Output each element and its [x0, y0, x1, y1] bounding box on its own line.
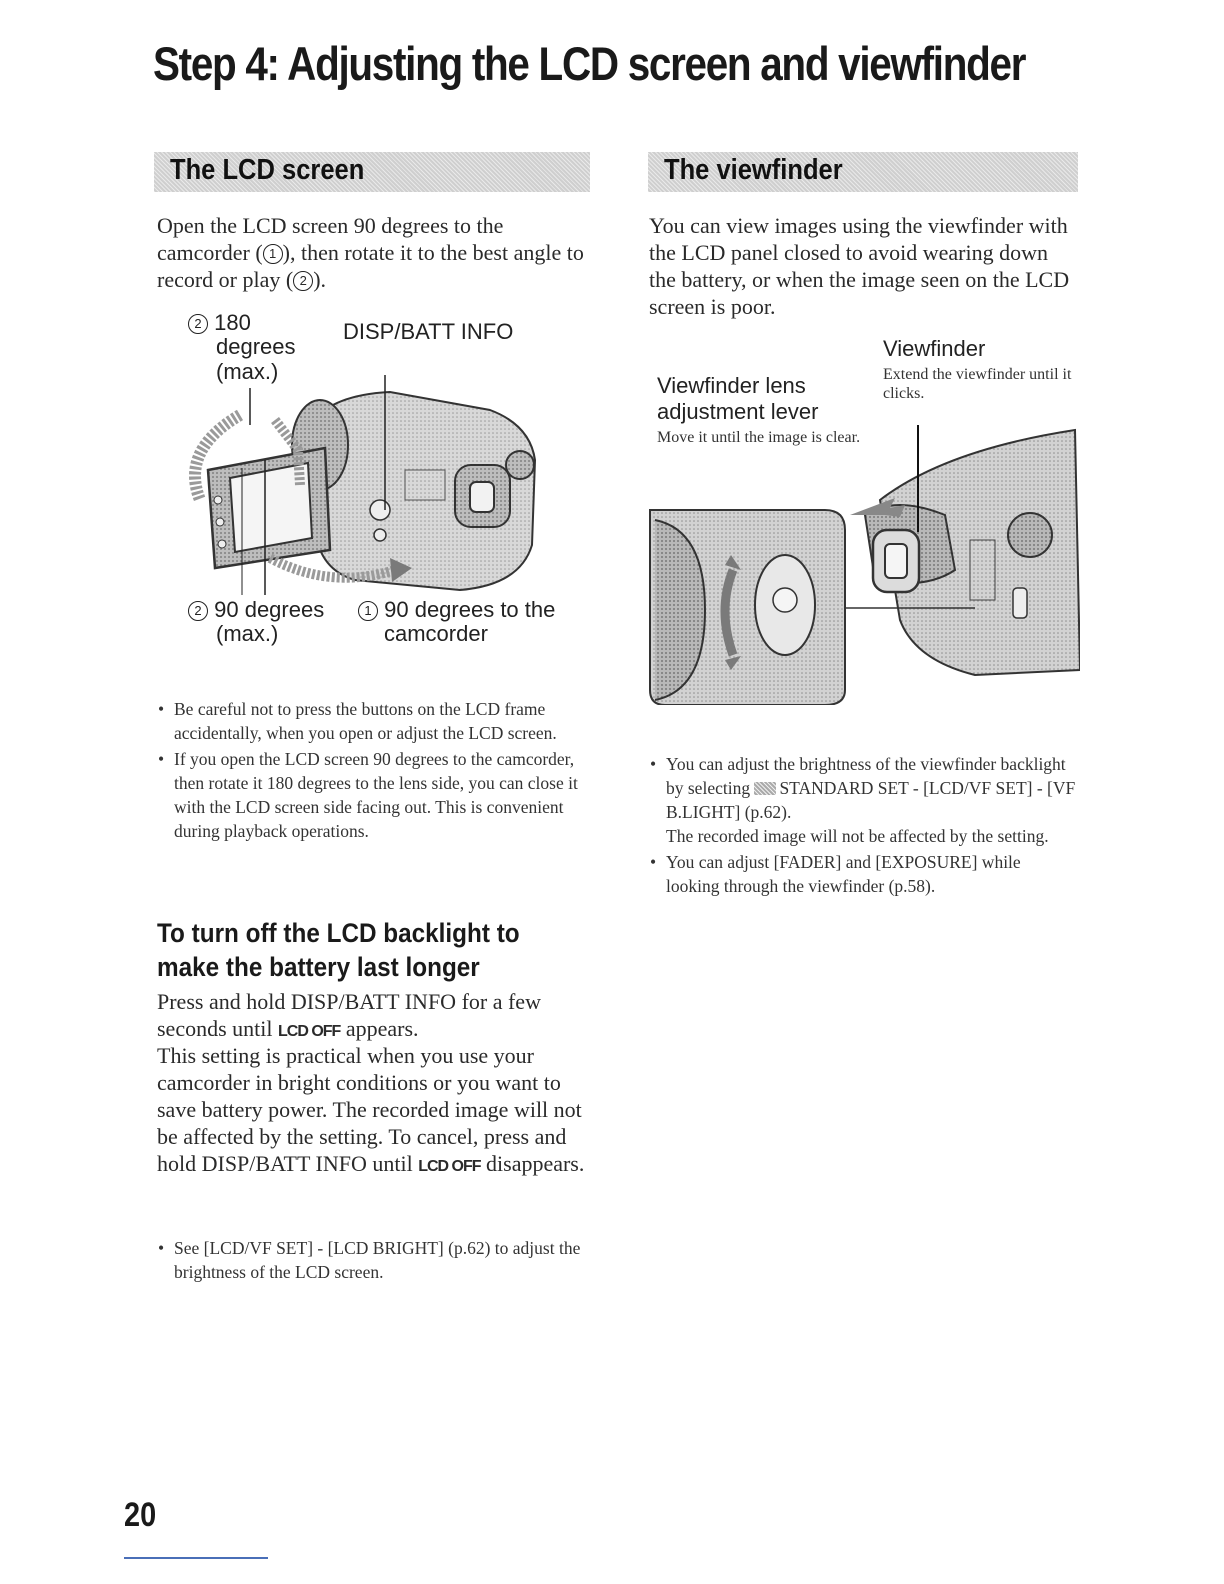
label-viewfinder-note: Extend the viewfinder until it clicks. — [883, 366, 1072, 402]
list-item: • You can adjust the brightness of the viewfinder backlight by selecting STANDARD SET - [LCD/VF SET] - [VF B.LIGHT] (p.62). The recorded image will not be affected by the setting. — [650, 752, 1078, 848]
viewfinder-intro: You can view images using the viewfinder with the LCD panel closed to avoid wearing down the battery, or when the image seen on the LCD screen is poor. — [649, 213, 1070, 319]
page-number: 20 — [124, 1496, 157, 1534]
label-viewfinder-lens: Viewfinder lens — [657, 373, 806, 398]
label-180-degrees-line2: degrees — [216, 334, 296, 359]
camcorder-viewfinder-illustration — [645, 420, 1080, 705]
backlight-paragraph-1: Press and hold DISP/BATT INFO for a few seconds until LCD OFF appears. — [157, 989, 541, 1041]
page-footer-rule — [124, 1557, 268, 1559]
label-disp-batt-info: DISP/BATT INFO — [343, 319, 514, 344]
backlight-paragraph-2: This setting is practical when you use your camcorder in bright conditions or you want to save battery power. The recorded image will not be affected by the setting. To cancel, press and hold DISP/BATT INFO until LCD OFF disappears. — [157, 1043, 585, 1176]
lcd-notes — [158, 697, 588, 845]
label-lens-note: Move it until the image is clear. — [657, 429, 861, 446]
lcd-section-heading: The LCD screen — [154, 152, 590, 192]
list-item: • You can adjust [FADER] and [EXPOSURE] while looking through the viewfinder (p.58). — [650, 850, 1078, 898]
label-camcorder: camcorder — [384, 621, 488, 646]
label-90-to-camcorder: 1 90 degrees to the — [358, 597, 555, 622]
list-item: • See [LCD/VF SET] - [LCD BRIGHT] (p.62) to adjust the brightness of the LCD screen. — [158, 1236, 588, 1284]
standard-set-menu-icon — [754, 782, 776, 795]
list-item: • Be careful not to press the buttons on the LCD frame accidentally, when you open or adjust the LCD screen. — [158, 697, 588, 745]
list-item: • If you open the LCD screen 90 degrees to the camcorder, then rotate it 180 degrees to the lens side, you can close it with the LCD screen side facing out. This is convenient during playback operations. — [158, 747, 588, 843]
viewfinder-notes — [650, 752, 1078, 900]
lcd-backlight-off-icon: LCD OFF — [418, 1158, 481, 1175]
step-1-marker: 1 — [263, 244, 283, 264]
viewfinder-section-heading: The viewfinder — [648, 152, 1078, 192]
backlight-notes — [158, 1236, 588, 1286]
step-2-marker: 2 — [293, 271, 313, 291]
label-90-max: (max.) — [216, 621, 279, 646]
label-viewfinder: Viewfinder — [883, 336, 986, 361]
label-180-max: (max.) — [216, 359, 279, 384]
label-adjustment-lever: adjustment lever — [657, 399, 819, 424]
backlight-heading: To turn off the LCD backlight to make the battery last longer — [157, 918, 520, 982]
page-title: Step 4: Adjusting the LCD screen and viewfinder — [153, 37, 1026, 90]
lcd-intro: Open the LCD screen 90 degrees to the camcorder ( 1 ), then rotate it to the best angle to record or play ( 2 ). — [157, 213, 584, 292]
lcd-backlight-off-icon: LCD OFF — [278, 1023, 341, 1040]
label-90-degrees: 2 90 degrees — [188, 597, 324, 622]
label-180-degrees: 2 180 — [188, 310, 251, 335]
